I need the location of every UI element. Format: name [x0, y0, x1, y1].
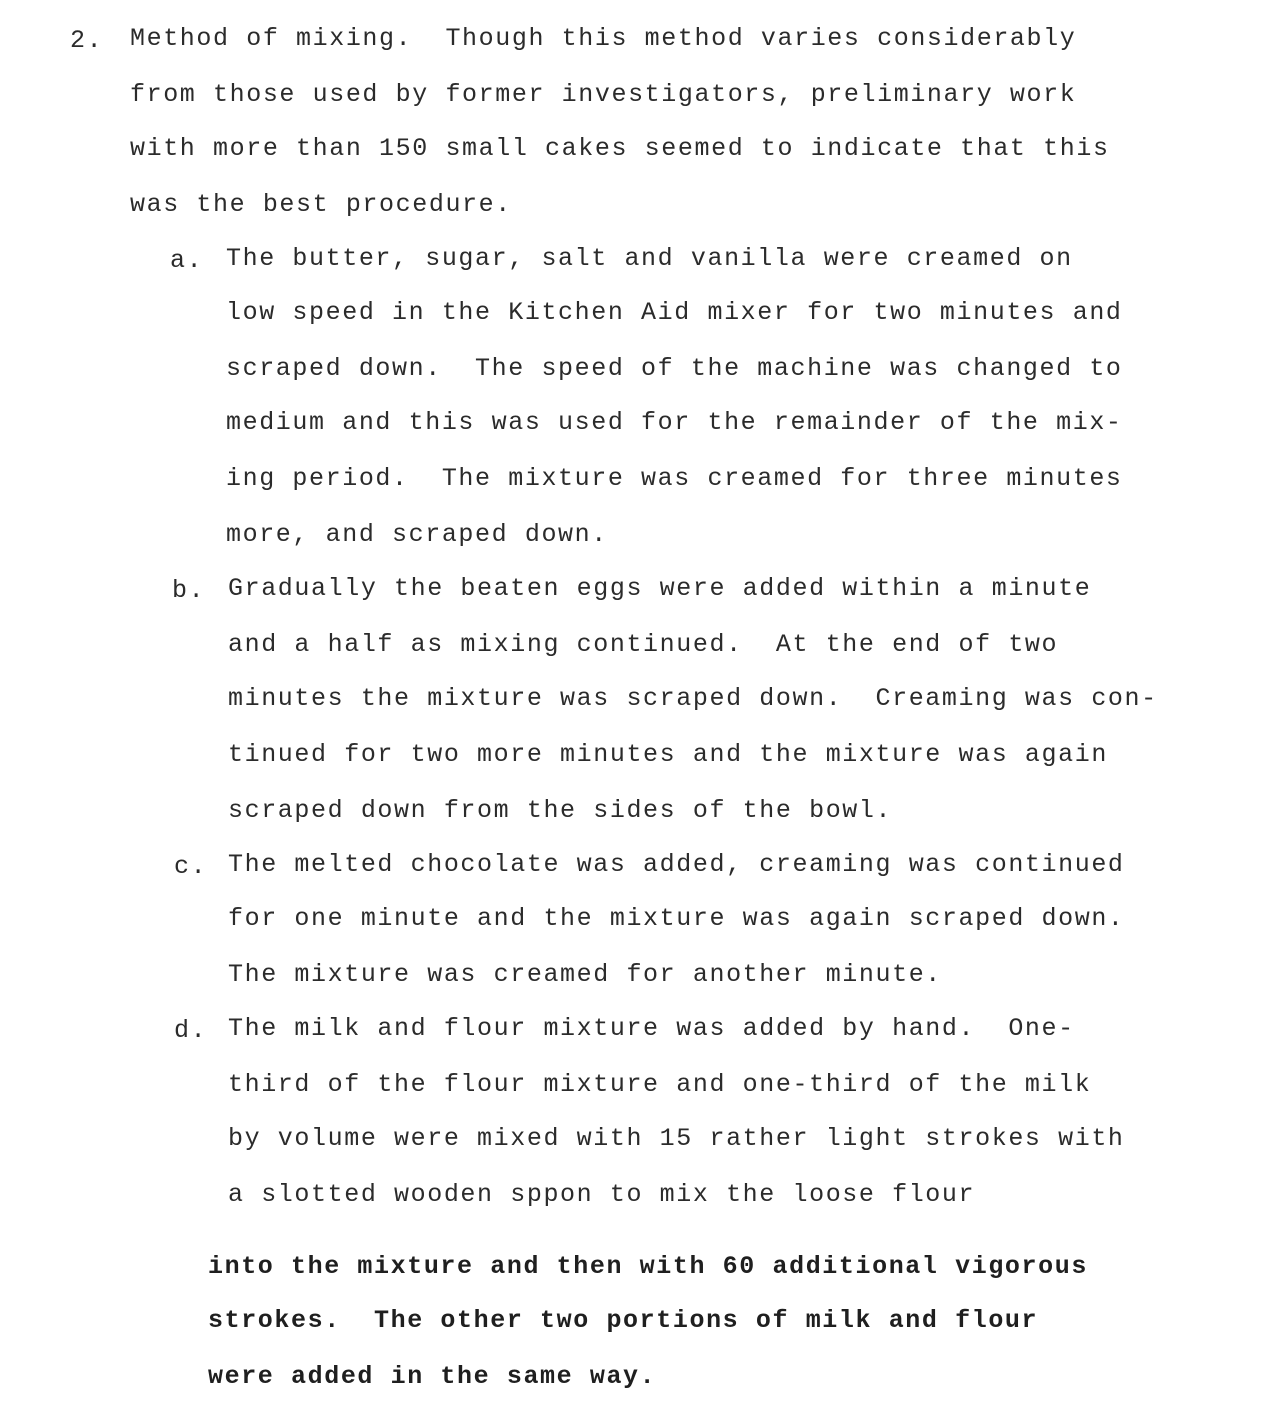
section-number: 2.: [70, 26, 104, 55]
section-line-1: Method of mixing. Though this method varies considerably: [130, 24, 1077, 53]
item-d-marker: d.: [174, 1016, 208, 1045]
item-d-line-4: a slotted wooden sppon to mix the loose flour: [228, 1180, 976, 1209]
item-c-line-1: The melted chocolate was added, creaming was continued: [228, 850, 1125, 879]
item-a-line-4: medium and this was used for the remainder of the mix-: [226, 408, 1123, 437]
item-a-line-5: ing period. The mixture was creamed for three minutes: [226, 464, 1123, 493]
section-line-2: from those used by former investigators, preliminary work: [130, 80, 1077, 109]
continuation-line-1: into the mixture and then with 60 additional vigorous: [208, 1252, 1088, 1281]
item-a-line-3: scraped down. The speed of the machine was changed to: [226, 354, 1123, 383]
item-a-line-1: The butter, sugar, salt and vanilla were creamed on: [226, 244, 1073, 273]
item-d-line-1: The milk and flour mixture was added by hand. One-: [228, 1014, 1075, 1043]
item-c-marker: c.: [174, 852, 208, 881]
item-a-marker: a.: [170, 246, 204, 275]
item-d-line-2: third of the flour mixture and one-third of the milk: [228, 1070, 1092, 1099]
section-line-3: with more than 150 small cakes seemed to indicate that this: [130, 134, 1110, 163]
item-c-line-2: for one minute and the mixture was again scraped down.: [228, 904, 1125, 933]
item-a-line-2: low speed in the Kitchen Aid mixer for two minutes and: [226, 298, 1123, 327]
item-d-line-3: by volume were mixed with 15 rather light strokes with: [228, 1124, 1125, 1153]
item-b-line-2: and a half as mixing continued. At the end of two: [228, 630, 1059, 659]
item-b-line-4: tinued for two more minutes and the mixture was again: [228, 740, 1108, 769]
item-a-line-6: more, and scraped down.: [226, 520, 608, 549]
item-b-line-3: minutes the mixture was scraped down. Creaming was con-: [228, 684, 1158, 713]
item-c-line-3: The mixture was creamed for another minute.: [228, 960, 942, 989]
section-line-4: was the best procedure.: [130, 190, 512, 219]
continuation-line-3: were added in the same way.: [208, 1362, 657, 1391]
item-b-line-1: Gradually the beaten eggs were added within a minute: [228, 574, 1092, 603]
item-b-line-5: scraped down from the sides of the bowl.: [228, 796, 893, 825]
item-b-marker: b.: [172, 576, 206, 605]
continuation-line-2: strokes. The other two portions of milk and flour: [208, 1306, 1039, 1335]
